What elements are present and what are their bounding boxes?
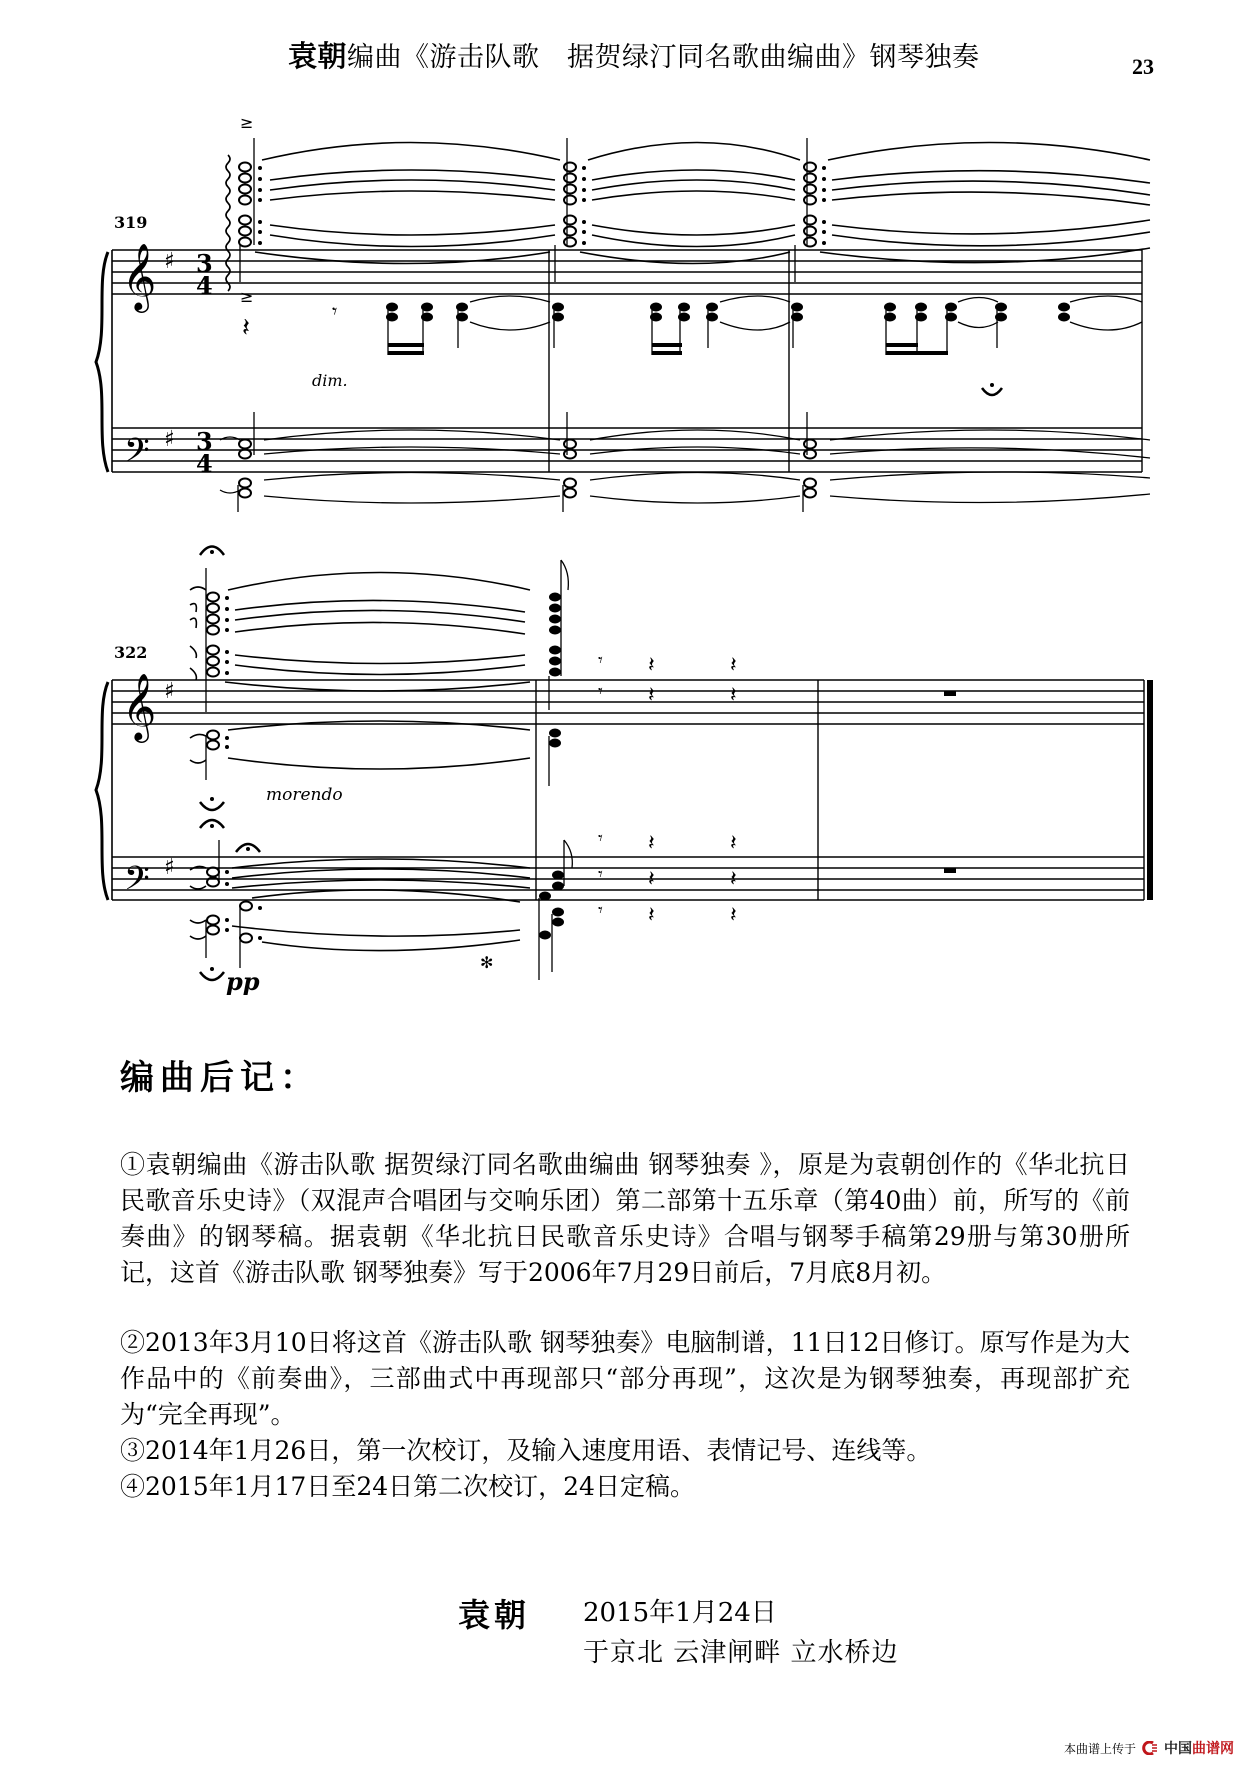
site-watermark	[1064, 1738, 1234, 1758]
svg-text:♯: ♯	[164, 679, 175, 704]
eighth-rest-icon: 𝄾	[332, 299, 338, 323]
svg-text:♯: ♯	[164, 855, 175, 880]
treble-clef-icon: 𝄞	[122, 242, 157, 310]
system-1	[112, 250, 1142, 472]
svg-text:3: 3	[196, 249, 213, 278]
expression-morendo: morendo	[266, 785, 343, 805]
svg-text:𝄾: 𝄾	[598, 864, 603, 885]
page-number: 23	[1132, 54, 1154, 79]
svg-text:𝄞: 𝄞	[122, 672, 157, 740]
afterword-paragraph-2: ②2013年3月10日将这首《游击队歌 钢琴独奏》电脑制谱，11日12日修订。原写作是为大作品中的《前奏曲》，三部曲式中再现部只“部分再现”，这次是为钢琴独奏，再现部扩充为“完全再现”。	[120, 1328, 1130, 1429]
afterword-paragraph-3: ③2014年1月26日，第一次校订，及输入速度用语、表情记号、连线等。	[120, 1436, 932, 1465]
bass-clef-icon: 𝄢	[124, 432, 150, 478]
measure-number-322: 322	[114, 643, 148, 662]
svg-text:𝄽: 𝄽	[648, 831, 655, 856]
watermark-prefix: 本曲谱上传于	[1063, 1741, 1136, 1756]
whole-rest-bass	[944, 868, 956, 873]
measure-number-319: 319	[114, 213, 148, 232]
expression-dim: dim.	[312, 371, 348, 390]
system-1-notes	[220, 113, 1150, 512]
svg-text:≥: ≥	[240, 113, 254, 132]
signature-date: 2015年1月24日	[583, 1598, 777, 1628]
site-logo-icon	[1142, 1741, 1158, 1755]
signature-name: 袁朝	[458, 1596, 531, 1634]
header-author: 袁朝	[288, 39, 348, 73]
svg-text:𝄽: 𝄽	[648, 653, 655, 678]
system-1-treble-staff	[112, 250, 1142, 294]
afterword-paragraph-4: ④2015年1月17日至24日第二次校订，24日定稿。	[120, 1472, 695, 1501]
svg-text:𝄽: 𝄽	[648, 683, 655, 708]
svg-text:♯: ♯	[164, 427, 175, 452]
system-1-brace	[96, 252, 108, 472]
svg-text:≥: ≥	[240, 287, 254, 306]
svg-text:𝄾: 𝄾	[598, 650, 603, 671]
signature-place: 于京北 云津闸畔 立水桥边	[583, 1638, 899, 1668]
system-2-bass-staff	[112, 857, 1144, 900]
svg-text:𝄢: 𝄢	[124, 860, 150, 906]
key-sharp-icon: ♯	[164, 249, 175, 274]
svg-text:𝄽: 𝄽	[648, 903, 655, 928]
quarter-rest-icon: 𝄽	[242, 313, 250, 343]
afterword-section	[120, 1050, 1130, 1505]
pedal-release-icon: ✻	[480, 953, 494, 972]
svg-text:𝄽: 𝄽	[730, 683, 737, 708]
afterword-paragraph-1: ①袁朝编曲《游击队歌 据贺绿汀同名歌曲编曲 钢琴独奏 》，原是为袁朝创作的《华北抗日民歌音乐史诗》（双混声合唱团与交响乐团）第二部第十五乐章（第40曲）前，所写的《前奏曲》的钢琴稿。据袁朝《华北抗日民歌音乐史诗》合唱与钢琴手稿第29册与第30册所记，这首《游击队歌 钢琴独奏》写于2006年7月29日前后，7月底8月初。	[120, 1150, 1130, 1287]
svg-text:𝄾: 𝄾	[598, 828, 603, 849]
svg-text:3: 3	[196, 427, 213, 456]
header-title-rest: 编曲《游击队歌 据贺绿汀同名歌曲编曲》钢琴独奏	[347, 42, 980, 73]
whole-rest-treble	[944, 691, 956, 696]
system-2-notes	[190, 547, 956, 997]
svg-text:𝄽: 𝄽	[730, 867, 737, 892]
svg-text:𝄽: 𝄽	[730, 831, 737, 856]
dynamic-pp: pp	[226, 967, 260, 996]
svg-text:𝄽: 𝄽	[730, 653, 737, 678]
svg-text:𝄽: 𝄽	[648, 867, 655, 892]
svg-text:𝄾: 𝄾	[598, 900, 603, 921]
system-2-brace	[96, 682, 108, 900]
svg-text:4: 4	[196, 449, 213, 478]
watermark-site-link[interactable]: 中国曲谱网	[1164, 1741, 1234, 1757]
svg-text:4: 4	[196, 271, 213, 300]
afterword-heading: 编曲后记：	[120, 1058, 320, 1098]
svg-text:𝄾: 𝄾	[598, 681, 603, 702]
svg-text:𝄽: 𝄽	[730, 903, 737, 928]
